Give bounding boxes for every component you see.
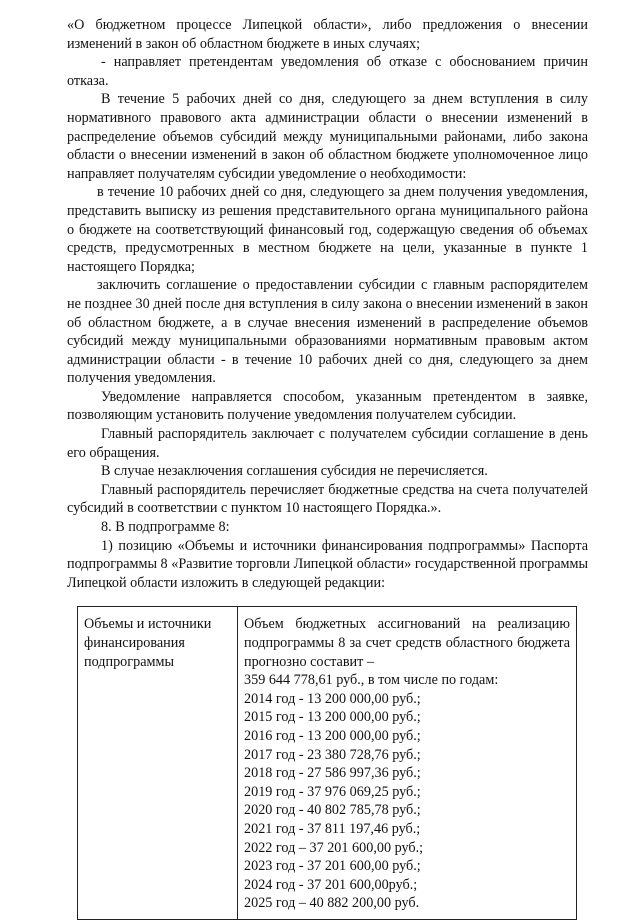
paragraph-subprogram-8: 8. В подпрограмме 8: bbox=[101, 519, 230, 536]
document-page bbox=[67, 16, 588, 920]
funding-table-label: Объемы и источники финансирования подпрограммы bbox=[78, 607, 238, 919]
funding-year-row: 2025 год – 40 882 200,00 руб. bbox=[244, 895, 420, 912]
funding-intro: Объем бюджетных ассигнований на реализацию подпрограммы 8 за счет средств областного бюджета прогнозно составит – bbox=[244, 616, 570, 670]
funding-table bbox=[77, 606, 577, 920]
paragraph-transfer: Главный распорядитель перечисляет бюджетные средства на счета получателей субсидий в соответствии с пунктом 10 настоящего Порядка.». bbox=[67, 481, 588, 517]
paragraph-notification-method: Уведомление направляется способом, указанным претендентом в заявке, позволяющим установить получение уведомления получателем субсидии. bbox=[67, 388, 588, 424]
funding-year-row: 2019 год - 37 976 069,25 руб.; bbox=[244, 783, 421, 800]
funding-year-row: 2024 год - 37 201 600,00руб.; bbox=[244, 876, 418, 893]
funding-year-row: 2020 год - 40 802 785,78 руб.; bbox=[244, 802, 421, 819]
funding-year-row: 2018 год - 27 586 997,36 руб.; bbox=[244, 765, 421, 782]
funding-year-row: 2015 год - 13 200 000,00 руб.; bbox=[244, 709, 421, 726]
paragraph-continuation: «О бюджетном процессе Липецкой области», либо предложения о внесении изменений в закон об областном бюджете в иных случаях; bbox=[67, 17, 588, 52]
paragraph-agreement: заключить соглашение о предоставлении субсидии с главным распорядителем не позднее 30 дней после дня вступления в силу закона о внесении изменений в закон об областном бюджете, а в случае внесения изменений в распределение объемов субсидий между муниципальными образованиями нормативным правовым актом администрации области - в течение 10 рабочих дней со дня, следующего за днем получения уведомления. bbox=[67, 277, 588, 387]
paragraph-ten-days: в течение 10 рабочих дней со дня, следующего за днем получения уведомления, представить выписку из решения представительного органа муниципального района о бюджете на соответствующий финансовый год, содержащую сведения об объемах средств, предусмотренных в местном бюджете на цели, указанные в пункте 1 настоящего Порядка; bbox=[67, 184, 588, 275]
funding-year-row: 2023 год - 37 201 600,00 руб.; bbox=[244, 858, 421, 875]
funding-year-row: 2017 год - 23 380 728,76 руб.; bbox=[244, 746, 421, 763]
paragraph-refusal-notice: - направляет претендентам уведомления об отказе с обоснованием причин отказа. bbox=[67, 54, 588, 89]
paragraph-five-days: В течение 5 рабочих дней со дня, следующего за днем вступления в силу нормативного правового акта администрации области о внесении изменений в распределение объемов субсидий между муниципальными районами, либо закона области о внесении изменений в закон об областном бюджете уполномоченное лицо направляет получателям субсидии уведомление о необходимости: bbox=[67, 91, 588, 182]
paragraph-position-edit: 1) позицию «Объемы и источники финансирования подпрограммы» Паспорта подпрограммы 8 «Развитие торговли Липецкой области» государственной программы Липецкой области изложить в следующей редакции: bbox=[67, 537, 588, 591]
paragraph-no-agreement: В случае незаключения соглашения субсидия не перечисляется. bbox=[101, 463, 488, 480]
funding-year-row: 2021 год - 37 811 197,46 руб.; bbox=[244, 820, 421, 837]
funding-year-row: 2022 год – 37 201 600,00 руб.; bbox=[244, 839, 424, 856]
funding-table-content bbox=[238, 607, 576, 919]
funding-year-row: 2016 год - 13 200 000,00 руб.; bbox=[244, 727, 421, 744]
funding-year-row: 2014 год - 13 200 000,00 руб.; bbox=[244, 690, 421, 707]
funding-total: 359 644 778,61 руб., в том числе по годам: bbox=[244, 672, 499, 689]
paragraph-agreement-day: Главный распорядитель заключает с получателем субсидии соглашение в день его обращения. bbox=[67, 426, 588, 461]
